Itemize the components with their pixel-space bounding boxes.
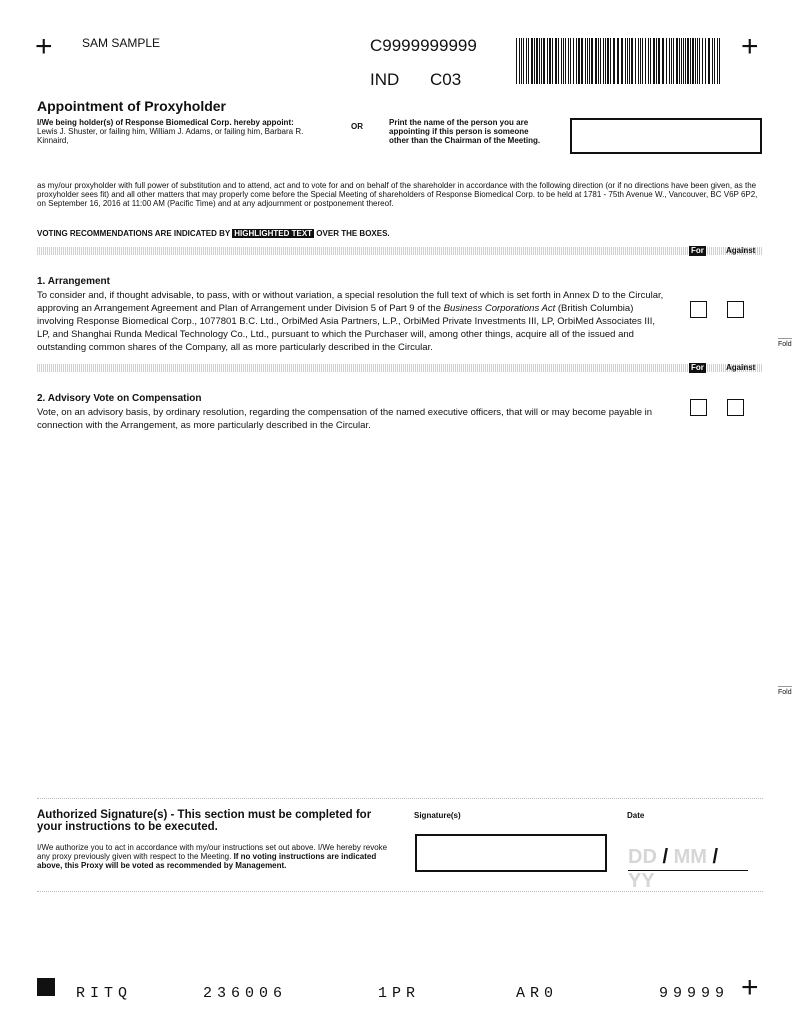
fold-label-1: Fold bbox=[778, 341, 792, 348]
holder-line: I/We being holder(s) of Response Biomedical Corp. hereby appoint: bbox=[37, 118, 294, 127]
fold-label-2: Fold bbox=[778, 689, 792, 696]
signature-label: Signature(s) bbox=[414, 811, 461, 820]
item-1-text-b: (British Columbia) involving Response Biomedical Corp., 1077801 B.C. Ltd., OrbiMed Asia Partners, L.P., OrbiMed Private Investments III, LP, OrbiMed Associates III, LP, and Shanghai Runda Medical Technology Co., Ltd., pursuant to which the Purchaser will, among other things, acquire all of the issued and outstanding common shares of the Company, all as more particularly described in the Circular. bbox=[37, 303, 655, 353]
registration-mark-bottom-right: + bbox=[741, 971, 759, 1004]
registration-square bbox=[37, 978, 55, 996]
item-2-text: Vote, on an advisory basis, by ordinary resolution, regarding the compensation of the named executive officers, that will or may become payable in connection with the Arrangement, as more particularly described in the Circular. bbox=[37, 407, 653, 431]
signature-separator-bottom bbox=[37, 891, 763, 892]
registration-mark-top-left: + bbox=[35, 30, 53, 63]
signature-separator-top bbox=[37, 798, 763, 799]
item-1-for-checkbox[interactable] bbox=[690, 301, 707, 318]
footer-code-1pr: 1PR bbox=[378, 985, 421, 1002]
date-field[interactable] bbox=[628, 845, 748, 892]
footer-code-236006: 236006 bbox=[203, 985, 288, 1002]
date-sep-2: / bbox=[712, 846, 719, 868]
appointees: Lewis J. Shuster, or failing him, William J. Adams, or failing him, Barbara R. Kinnaird, bbox=[37, 127, 304, 145]
account-code: C9999999999 bbox=[370, 36, 477, 55]
registration-mark-top-right: + bbox=[741, 30, 759, 63]
shareholder-name: SAM SAMPLE bbox=[82, 36, 161, 50]
code-ind: IND bbox=[370, 70, 400, 89]
for-header-1: For bbox=[691, 246, 704, 255]
print-name-instruction: Print the name of the person you are appointing if this person is someone other than the Chairman of the Meeting. bbox=[389, 118, 541, 145]
rec-suffix: OVER THE BOXES. bbox=[316, 229, 390, 238]
vote-header-bar-2 bbox=[37, 364, 763, 372]
footer-code-99999: 99999 bbox=[659, 985, 730, 1002]
item-1-against-checkbox[interactable] bbox=[727, 301, 744, 318]
voting-recommendations bbox=[37, 229, 390, 238]
for-header-2: For bbox=[691, 363, 704, 372]
appointment-title: Appointment of Proxyholder bbox=[37, 98, 226, 114]
footer-code-ritq: RITQ bbox=[76, 985, 133, 1002]
date-sep-1: / bbox=[662, 846, 669, 868]
proxy-name-input[interactable] bbox=[570, 118, 762, 154]
against-header-2: Against bbox=[726, 363, 756, 372]
date-label: Date bbox=[627, 811, 645, 820]
code-c03: C03 bbox=[430, 70, 462, 89]
rec-prefix: VOTING RECOMMENDATIONS ARE INDICATED BY bbox=[37, 229, 231, 238]
signature-field[interactable] bbox=[415, 834, 607, 872]
item-1-text-italic: Business Corporations Act bbox=[443, 303, 556, 314]
item-1-text-a: To consider and, if thought advisable, to pass, with or without variation, a special resolution the full text of which is set forth in Annex D to the Circular, approving an Arrangement Agreement and Plan of Arrangement under Division 5 of Part 9 of the bbox=[37, 290, 664, 314]
footer-code-ar0: AR0 bbox=[516, 985, 559, 1002]
or-label: OR bbox=[351, 122, 363, 131]
authorization-text bbox=[37, 843, 392, 870]
date-mm: MM bbox=[673, 846, 707, 868]
vote-header-bar-1 bbox=[37, 247, 763, 255]
fold-line-1 bbox=[778, 338, 792, 339]
proxy-text: as my/our proxyholder with full power of substitution and to attend, act and to vote for and on behalf of the shareholder in accordance with the following direction (or if no directions have been given, as the proxyholder sees fit) and all other matters that may properly come before the Special Meeting of shareholders of Response Biomedical Corp. to be held at 1781 - 75th Avenue W., Vancouver, BC V6P 6P2, on September 16, 2016 at 11:00 AM (Pacific Time) and at any adjournment or postponement thereof. bbox=[37, 181, 758, 208]
item-1-text bbox=[37, 289, 667, 354]
signature-title: Authorized Signature(s) - This section must be completed for your instructions to be executed. bbox=[37, 809, 372, 833]
item-2-against-checkbox[interactable] bbox=[727, 399, 744, 416]
date-dd: DD bbox=[628, 846, 657, 868]
date-yy: YY bbox=[628, 870, 655, 892]
auth-text: I/We authorize you to act in accordance with my/our instructions set out above. I/We hereby revoke any proxy previously given with respect to the Meeting. bbox=[37, 843, 388, 861]
barcode bbox=[516, 38, 722, 84]
item-1-title: 1. Arrangement bbox=[37, 276, 110, 287]
against-header-1: Against bbox=[726, 246, 756, 255]
item-2-for-checkbox[interactable] bbox=[690, 399, 707, 416]
rec-highlight: HIGHLIGHTED TEXT bbox=[234, 229, 313, 238]
item-2-title: 2. Advisory Vote on Compensation bbox=[37, 393, 202, 404]
auth-bold: If no voting instructions are indicated above, this Proxy will be voted as recommended by Management. bbox=[37, 852, 377, 870]
fold-line-2 bbox=[778, 686, 792, 687]
